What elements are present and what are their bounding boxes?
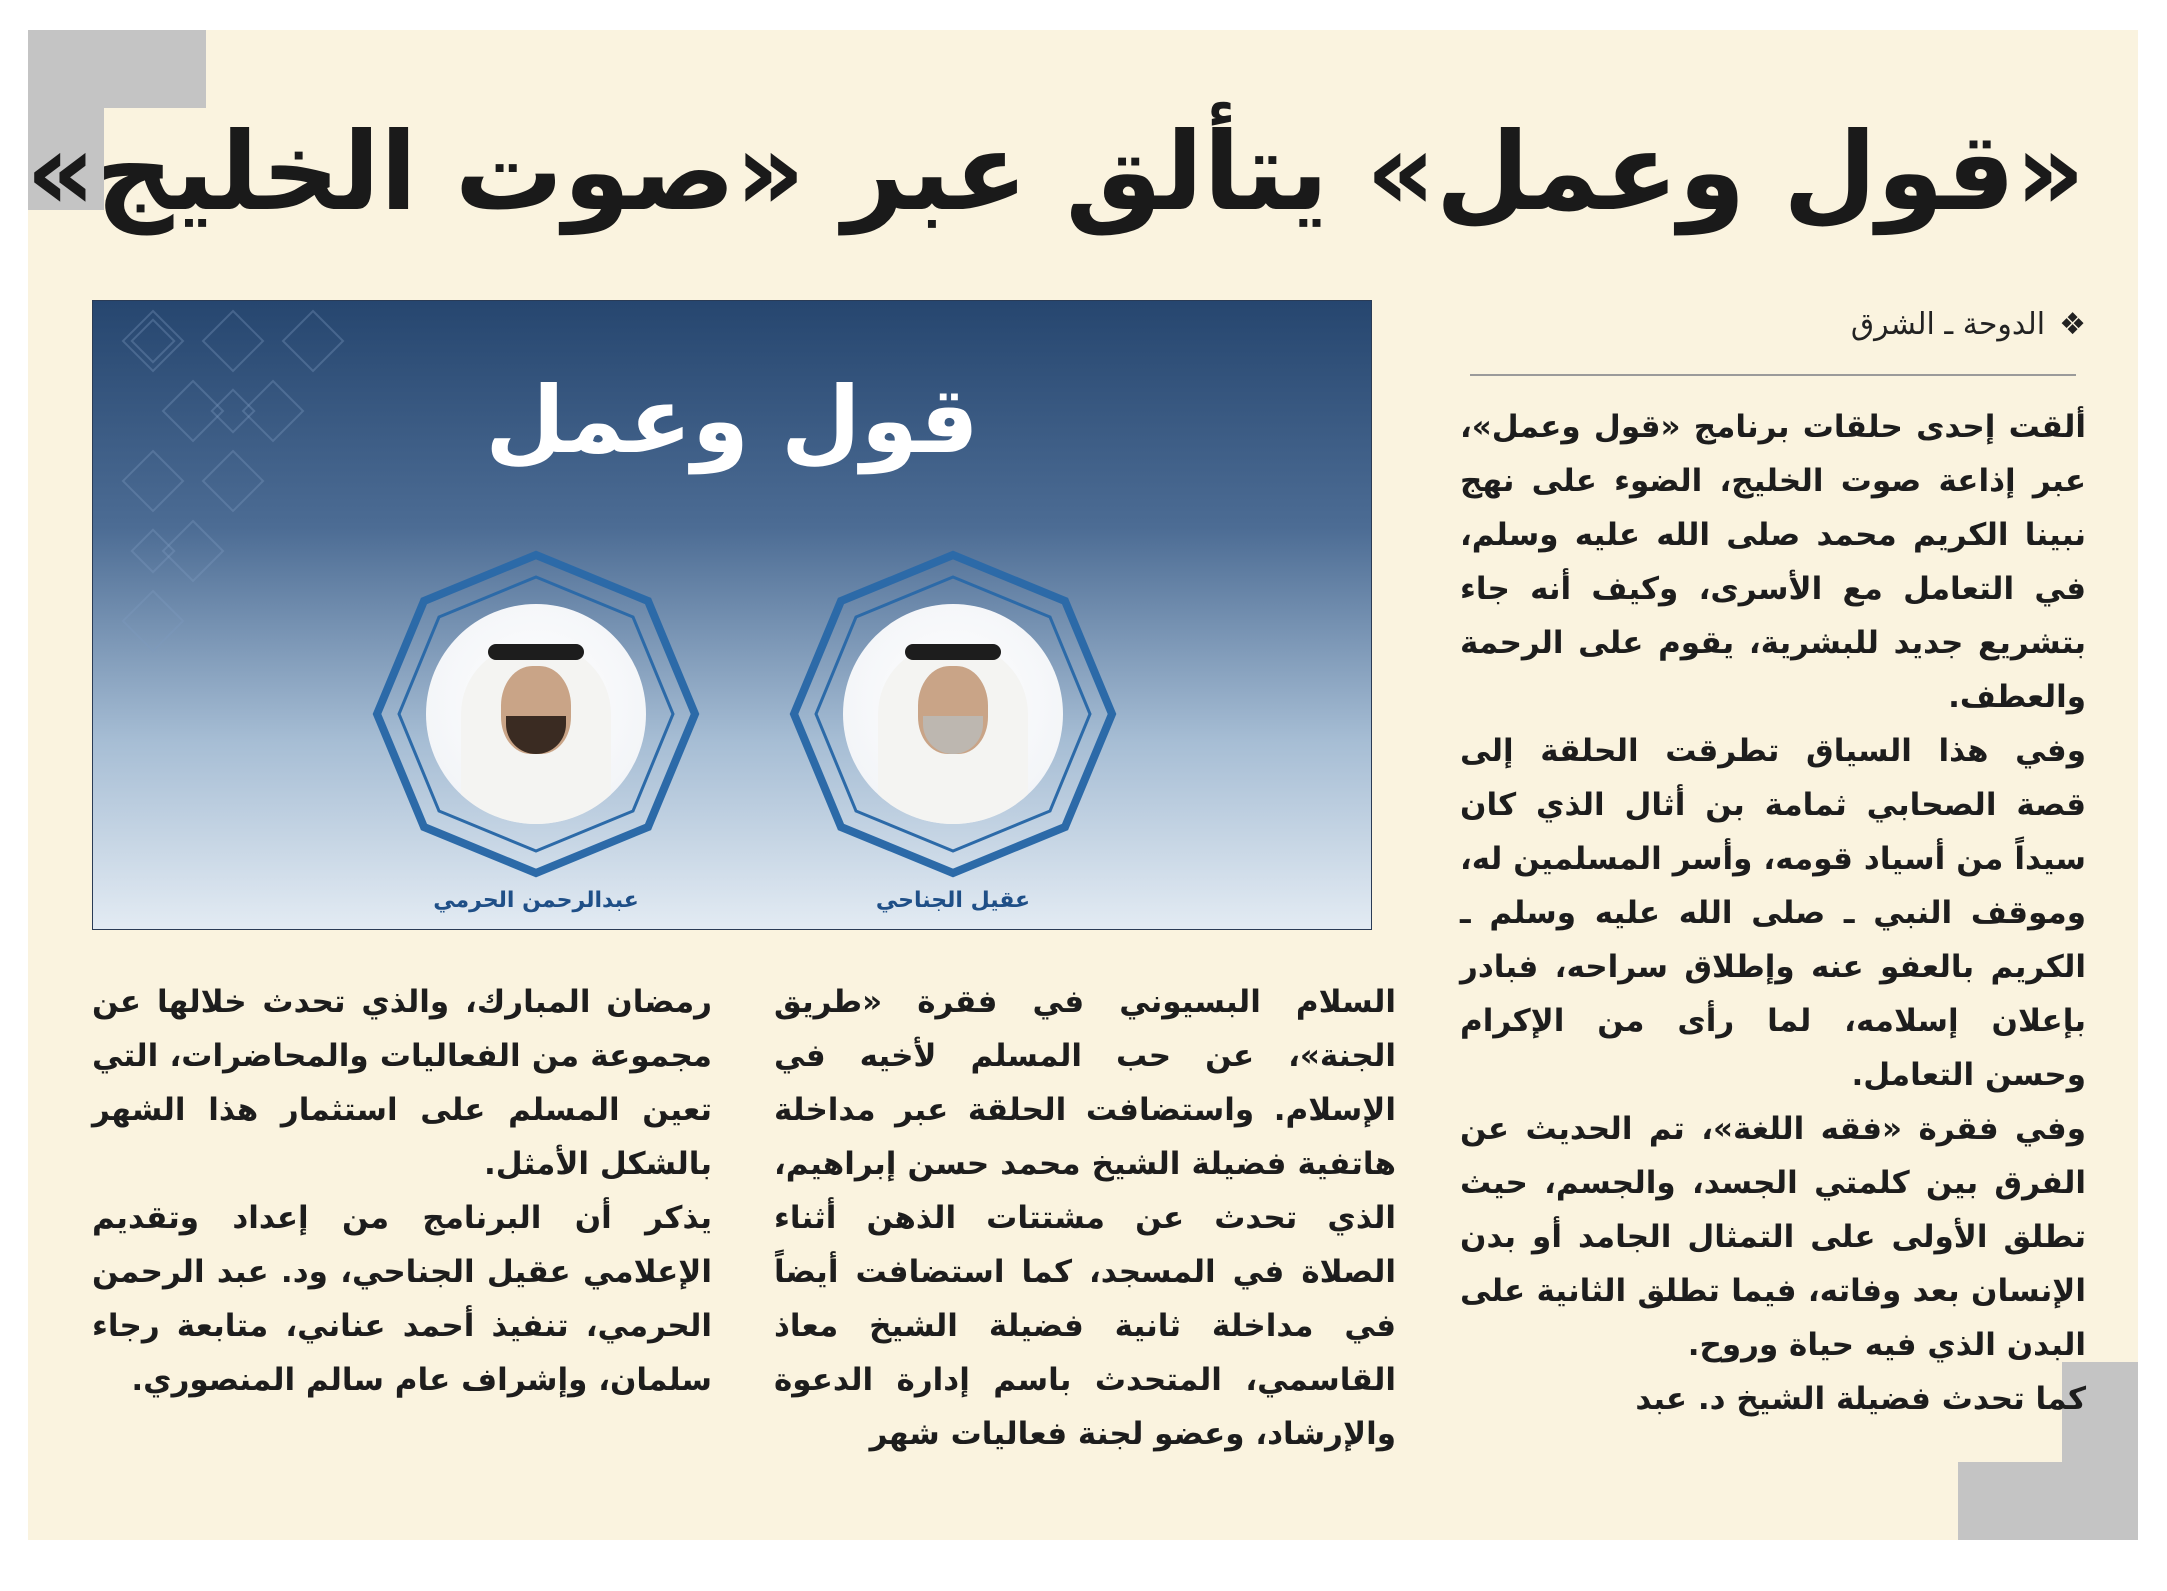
article-column-left xyxy=(92,975,712,1407)
article-column-middle xyxy=(774,975,1396,1461)
portrait-photo-right xyxy=(843,604,1063,824)
byline-bullet-icon: ❖ xyxy=(2059,307,2086,342)
article-byline xyxy=(1460,300,2086,350)
portrait-photo-left xyxy=(426,604,646,824)
portrait-frame-right xyxy=(788,549,1118,879)
byline-text: الدوحة ـ الشرق xyxy=(1850,307,2046,342)
program-logo-title: قول وعمل xyxy=(485,367,979,474)
paragraph: ألقت إحدى حلقات برنامج «قول وعمل»، عبر إذاعة صوت الخليج، الضوء على نهج نبينا الكريم محمد صلى الله عليه وسلم، في التعامل مع الأسرى، وكيف أنه جاء بتشريع جديد للبشرية، يقوم على الرحمة والعطف. xyxy=(1460,409,2086,715)
paragraph: كما تحدث فضيلة الشيخ د. عبد xyxy=(1635,1381,2086,1417)
paragraph: رمضان المبارك، والذي تحدث خلالها عن مجموعة من الفعاليات والمحاضرات، التي تعين المسلم على استثمار هذا الشهر بالشكل الأمثل. xyxy=(92,984,712,1182)
article-column-right xyxy=(1460,400,2086,1426)
person-name-right: عقيل الجناحي xyxy=(875,888,1031,913)
paragraph: وفي فقرة «فقه اللغة»، تم الحديث عن الفرق بين كلمتي الجسد، والجسم، حيث تطلق الأولى على التمثال الجامد أو بدن الإنسان بعد وفاته، فيما تطلق الثانية على البدن الذي فيه حياة وروح. xyxy=(1460,1111,2086,1363)
paragraph: السلام البسيوني في فقرة «طريق الجنة»، عن حب المسلم لأخيه في الإسلام. واستضافت الحلقة عبر مداخلة هاتفية فضيلة الشيخ محمد حسن إبراهيم، الذي تحدث عن مشتتات الذهن أثناء الصلاة في المسجد، كما استضافت أيضاً في مداخلة ثانية فضيلة الشيخ معاذ القاسمي، المتحدث باسم إدارة الدعوة والإرشاد، وعضو لجنة فعاليات شهر xyxy=(774,984,1396,1452)
person-name-left: عبدالرحمن الحرمي xyxy=(433,888,639,913)
portrait-frame-left xyxy=(371,549,701,879)
article-headline: «قول وعمل» يتألق عبر «صوت الخليج» xyxy=(25,110,2085,235)
byline-divider xyxy=(1470,374,2076,376)
article-photo xyxy=(92,300,1372,930)
paragraph: يذكر أن البرنامج من إعداد وتقديم الإعلامي عقيل الجناحي، ود. عبد الرحمن الحرمي، تنفيذ أحمد عناني، متابعة رجاء سلمان، وإشراف عام سالم المنصوري. xyxy=(92,1200,712,1398)
paragraph: وفي هذا السياق تطرقت الحلقة إلى قصة الصحابي ثمامة بن أثال الذي كان سيداً من أسياد قومه، وأسر المسلمين له، وموقف النبي ـ صلى الله عليه وسلم ـ الكريم بالعفو عنه وإطلاق سراحه، فبادر بإعلان إسلامه، لما رأى من الإكرام وحسن التعامل. xyxy=(1460,733,2086,1093)
